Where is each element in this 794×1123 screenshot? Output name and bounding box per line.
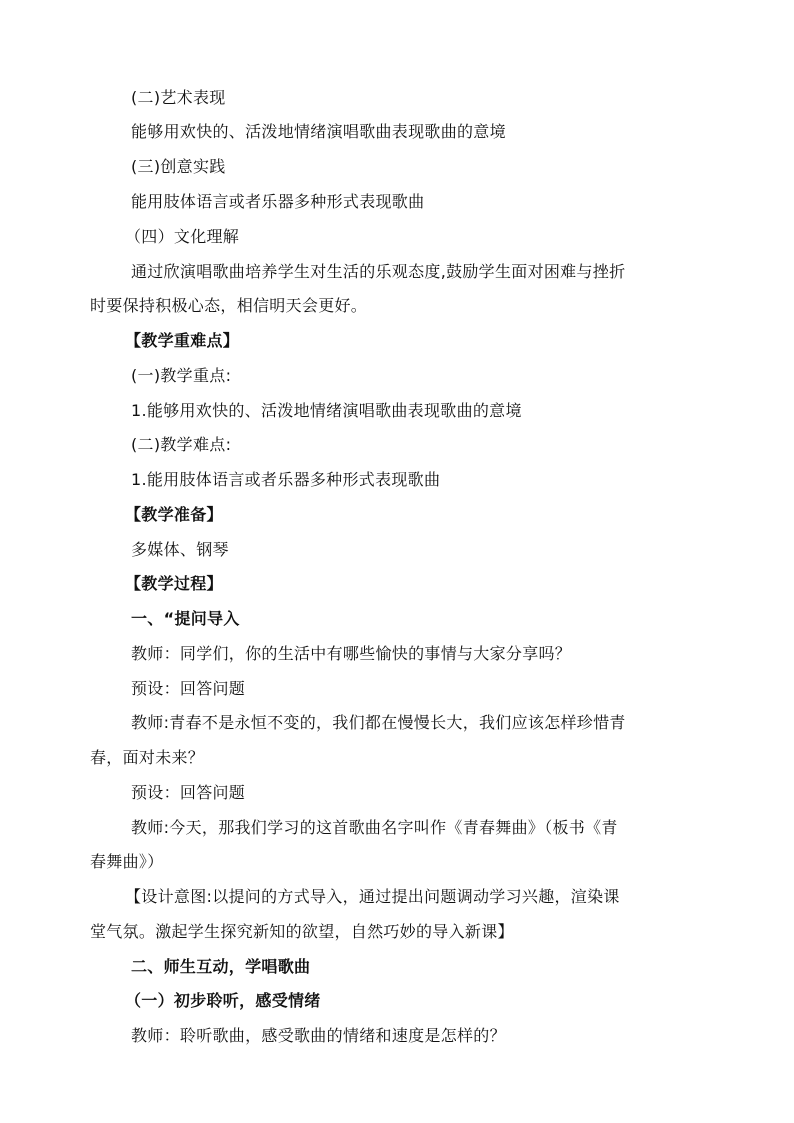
dialogue-line: 春舞曲》） <box>90 852 164 871</box>
step-heading: 二、师生互动，学唱歌曲 <box>131 957 311 976</box>
paragraph-line: 通过欣演唱歌曲培养学生对生活的乐观态度,鼓励学生面对困难与挫折 <box>131 262 626 281</box>
dialogue-line: 春，面对未来？ <box>90 748 205 767</box>
section-heading-creative-practice: (三)创意实践 <box>131 157 226 176</box>
subsection-heading: （一）初步聆听，感受情绪 <box>125 991 321 1010</box>
list-item: 1.能用肢体语言或者乐器多种形式表现歌曲 <box>131 470 441 489</box>
dialogue-line: 预设：回答问题 <box>131 679 246 698</box>
subsection-heading: (一)教学重点: <box>131 366 232 385</box>
dialogue-line: 教师：聆听歌曲，感受歌曲的情绪和速度是怎样的？ <box>131 1026 506 1045</box>
dialogue-line: 教师：同学们，你的生活中有哪些愉快的事情与大家分享吗？ <box>131 644 572 663</box>
paragraph-line: 能够用欢快的、活泼地情绪演唱歌曲表现歌曲的意境 <box>131 122 506 141</box>
section-heading-cultural-understanding: （四）文化理解 <box>125 227 240 246</box>
step-heading: 一、“提问导入 <box>131 609 240 628</box>
paragraph-line: 时要保持积极心态，相信明天会更好。 <box>90 296 368 315</box>
section-title-key-points: 【教学重难点】 <box>125 331 240 350</box>
subsection-heading: (二)教学难点: <box>131 435 232 454</box>
design-intent-note: 【设计意图:以提问的方式导入，通过提出问题调动学习兴趣，渲染课 <box>125 887 620 906</box>
dialogue-line: 教师:今天，那我们学习的这首歌曲名字叫作《青春舞曲》（板书《青 <box>131 818 618 837</box>
list-item: 1.能够用欢快的、活泼地情绪演唱歌曲表现歌曲的意境 <box>131 401 522 420</box>
design-intent-note: 堂气氛。激起学生探究新知的欲望，自然巧妙的导入新课】 <box>90 922 514 941</box>
paragraph-line: 多媒体、钢琴 <box>131 540 229 559</box>
section-title-preparation: 【教学准备】 <box>125 505 223 524</box>
dialogue-line: 教师:青春不是永恒不变的，我们都在慢慢长大，我们应该怎样珍惜青 <box>131 713 626 732</box>
paragraph-line: 能用肢体语言或者乐器多种形式表现歌曲 <box>131 192 425 211</box>
section-heading-artistic-expression: (二)艺术表现 <box>131 88 226 107</box>
section-title-process: 【教学过程】 <box>125 574 223 593</box>
dialogue-line: 预设：回答问题 <box>131 783 246 802</box>
